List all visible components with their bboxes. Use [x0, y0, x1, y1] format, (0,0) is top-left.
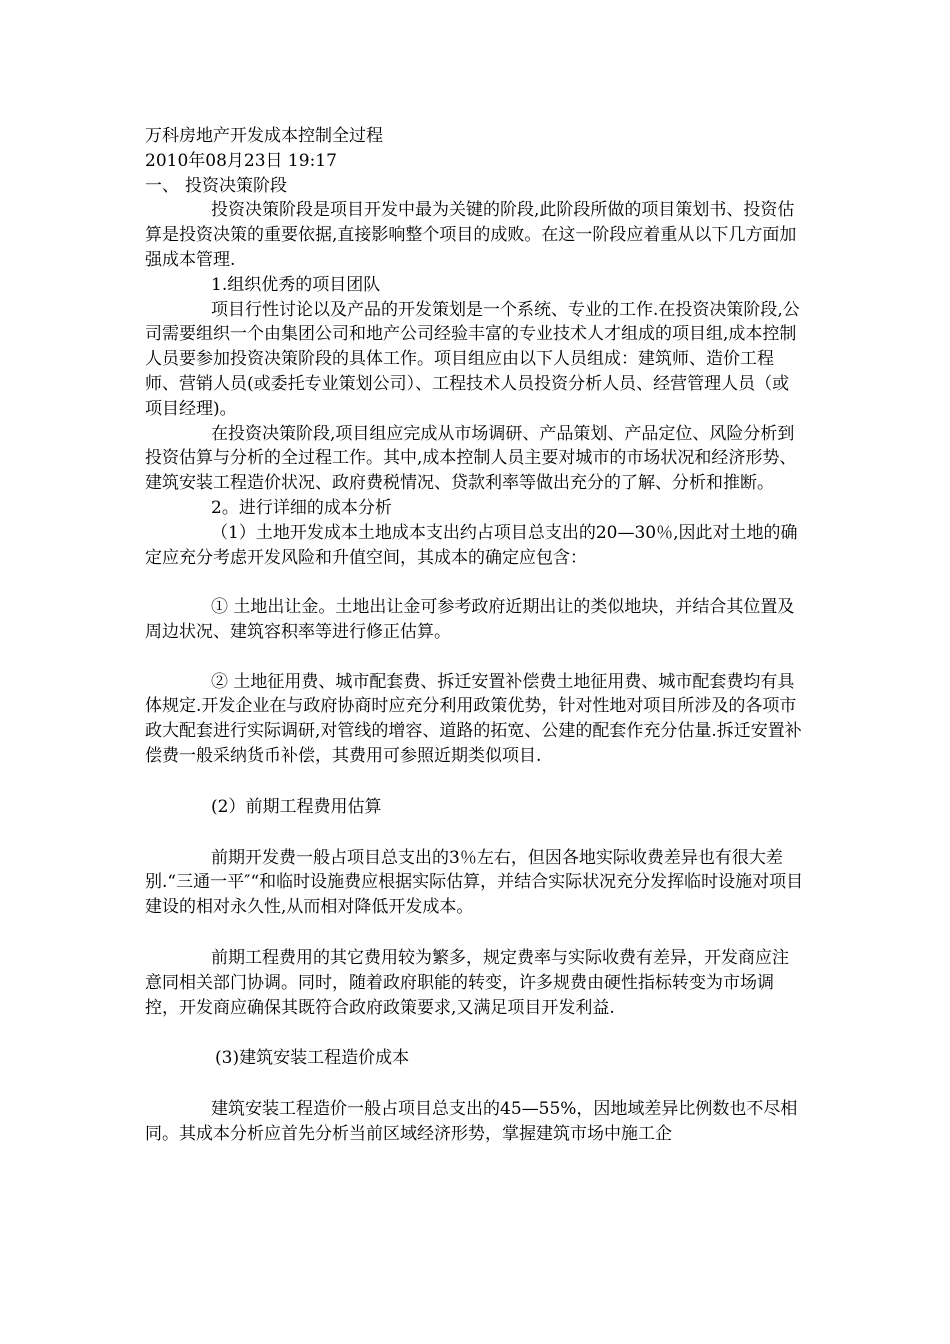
subheading: 1.组织优秀的项目团队: [211, 274, 381, 295]
paragraph: 在投资决策阶段,项目组应完成从市场调研、产品策划、产品定位、风险分析到投资估算与分析的全过程工作。其中,成本控制人员主要对城市的市场状况和经济形势、建筑安装工程造价状况、政府费税情况、贷款利率等做出充分的了解、分析和推断。: [145, 423, 797, 494]
doc-title: 万科房地产开发成本控制全过程: [145, 126, 383, 146]
section-label: 投资决策阶段: [185, 175, 287, 196]
paragraph: ② 土地征用费、城市配套费、拆迁安置补偿费土地征用费、城市配套费均有具体规定.开发企业在与政府协商时应充分利用政策优势，针对性地对项目所涉及的各项市政大配套进行实际调研,对管线的增容、道路的拓宽、公建的配套作充分估量.拆迁安置补偿费一般采纳货币补偿，其费用可参照近期类似项目.: [145, 671, 802, 766]
paragraph: 建筑安装工程造价一般占项目总支出的45—55%，因地域差异比例数也不尽相同。其成本分析应首先分析当前区域经济形势，掌握建筑市场中施工企: [145, 1099, 798, 1144]
paragraph: 前期开发费一般占项目总支出的3％左右，但因各地实际收费差异也有很大差别.“三通一平″“和临时设施费应根据实际估算，并结合实际状况充分发挥临时设施对项目建设的相对永久性,从而相对降低开发成本。: [145, 847, 804, 918]
paragraph: （1）土地开发成本土地成本支出约占项目总支出的20—30％,因此对土地的确定应充分考虑开发风险和升值空间，其成本的确定应包含：: [145, 522, 798, 568]
doc-datetime: 2010年08月23日 19:17: [145, 150, 337, 171]
paragraph: 投资决策阶段是项目开发中最为关键的阶段,此阶段所做的项目策划书、投资估算是投资决策的重要依据,直接影响整个项目的成败。在这一阶段应着重从以下几方面加强成本管理.: [145, 200, 797, 270]
document-body: [145, 124, 805, 1147]
subheading: (2）前期工程费用估算: [211, 796, 382, 817]
section-number: 一、: [145, 175, 179, 196]
paragraph: ① 土地出让金。土地出让金可参考政府近期出让的类似地块，并结合其位置及周边状况、建筑容积率等进行修正估算。: [145, 597, 795, 642]
paragraph: 前期工程费用的其它费用较为繁多，规定费率与实际收费有差异，开发商应注意同相关部门协调。同时，随着政府职能的转变，许多规费由硬性指标转变为市场调控，开发商应确保其既符合政府政策要求,又满足项目开发利益.: [145, 947, 789, 1018]
subheading: (3)建筑安装工程造价成本: [215, 1048, 410, 1069]
paragraph: 项目行性讨论以及产品的开发策划是一个系统、专业的工作.在投资决策阶段,公司需要组织一个由集团公司和地产公司经验丰富的专业技术人才组成的项目组,成本控制人员要参加投资决策阶段的具体工作。项目组应由以下人员组成：建筑师、造价工程师、营销人员(或委托专业策划公司）、工程技术人员投资分析人员、经营管理人员（或项目经理)。: [145, 299, 800, 419]
subheading: 2。进行详细的成本分析: [211, 497, 392, 518]
section-heading: [145, 174, 805, 199]
